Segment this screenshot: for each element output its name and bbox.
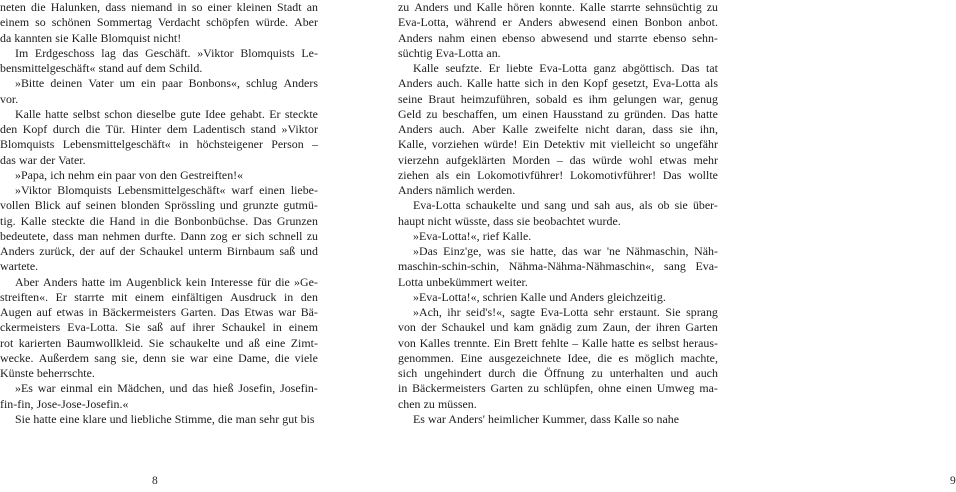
text-line: »Bitte deinen Vater um ein paar Bonbons«, schlug Anders [15, 76, 318, 91]
text-line: Lotta unbekümmert weiter. [398, 274, 528, 289]
text-line: vor. [0, 91, 19, 106]
text-line: von Kalles trennte. Ein Brett fehlte – Kalle hatte es selbst heraus- [398, 335, 718, 350]
text-line: Anders nämlich werden. [398, 183, 516, 197]
text-line: rot karierten Baumwollkleid. Sie schaukelte und aß eine Zimt- [0, 335, 318, 350]
text-line: vollen Blick auf seinen blonden Sprössling und grunzte gutmü- [0, 198, 318, 213]
page-right [398, 0, 956, 492]
text-line: »Viktor Blomquists Lebensmittelgeschäft« warf einen liebe- [15, 183, 318, 197]
text-line: neten die Halunken, dass niemand in so einer kleinen Stadt an [0, 0, 318, 14]
text-line: chen zu müssen. [398, 396, 477, 411]
text-line: ziehen als ein Lokomotivführer! Lokomotivführer! Das wollte [398, 167, 718, 182]
text-line: einem so schönen Sommertag Verdacht schöpfen würde. Aber [0, 15, 318, 30]
text-line: haupt nicht wüsste, dass sie beobachtet wurde. [398, 213, 621, 228]
text-line: von der Schaukel und kam gnädig zum Zaun, der ihren Garten [398, 320, 718, 335]
text-line: Eva-Lotta schaukelte und sang und sah aus, als ob sie über- [413, 198, 718, 213]
text-line: fin-fin, Jose-Jose-Josefin.« [0, 396, 129, 411]
text-line: zu Anders und Kalle hören konnte. Kalle starrte sehnsüchtig zu [398, 0, 718, 14]
text-line: Sie hatte eine klare und liebliche Stimme, die man sehr gut bis [15, 411, 315, 426]
text-line: vierzehn aufgeklärten Morden – das würde wohl etwas mehr [398, 152, 718, 167]
text-line: »Es war einmal ein Mädchen, und das hieß Josefin, Josefin- [15, 381, 318, 396]
page-number-right: 9 [950, 475, 956, 487]
text-line: ckermeisters Eva-Lotta. Sie saß auf ihrer Schaukel in einem [0, 320, 318, 335]
text-line: »Eva-Lotta!«, schrien Kalle und Anders gleichzeitig. [413, 289, 666, 304]
text-line: streiften«. Er starrte mit einem einfältigen Ausdruck in den [0, 289, 318, 304]
text-line: Blomquists Lebensmittelgeschäft« in höchsteigener Person – [0, 137, 318, 152]
text-line: in Bäckermeisters Garten zu schlüpfen, ohne einen Umweg ma- [398, 381, 718, 396]
text-line: süchtig Eva-Lotta an. [398, 45, 501, 60]
text-line: Augen auf etwas in Bäckermeisters Garten. Das Etwas war Bä- [0, 305, 318, 319]
text-line: Anders auch. Kalle hatte sich in den Kopf gesetzt, Eva-Lotta als [398, 76, 718, 91]
text-line: sich ungehindert durch die Öffnung zu unterhalten und auch [398, 366, 718, 380]
text-line: »Papa, ich nehm ein paar von den Gestreiften!« [15, 167, 244, 182]
text-line: Eva-Lotta, während er Anders abwesend einen Bonbon anbot. [398, 15, 718, 30]
text-line: Aber Anders hatte im Augenblick kein Interesse für die »Ge- [15, 274, 318, 289]
text-line: »Eva-Lotta!«, rief Kalle. [413, 228, 532, 243]
text-line: wecke. Außerdem sang sie, denn sie war eine Dame, die viele [0, 350, 318, 365]
text-line: den Kopf durch die Tür. Hinter dem Ladentisch stand »Viktor [0, 122, 318, 136]
text-line: tig. Kalle steckte die Hand in die Bonbonbüchse. Das Grunzen [0, 213, 318, 228]
text-line: bedeutete, dass man nehmen durfte. Dann zog er sich schnell zu [0, 228, 318, 243]
page-right-textblock [398, 0, 718, 427]
text-line: Es war Anders' heimlicher Kummer, dass Kalle so nahe [413, 411, 680, 426]
text-line: Im Erdgeschoss lag das Geschäft. »Viktor Blomquists Le- [15, 45, 318, 60]
text-line: Kalle, vorziehen würde! Ein Detektiv mit vielleicht so ungefähr [398, 137, 718, 152]
text-line: wartete. [0, 259, 39, 274]
text-line: Kalle hatte selbst schon dieselbe gute Idee gehabt. Er steckte [15, 106, 318, 121]
page-left [0, 0, 318, 492]
text-line: genommen. Eine ausgezeichnete Idee, die es möglich machte, [398, 350, 718, 365]
text-line: bensmittelgeschäft« stand auf dem Schild. [0, 61, 203, 75]
text-line: das war der Vater. [0, 152, 86, 167]
page-number-left: 8 [152, 475, 158, 487]
text-line: Kalle seufzte. Er liebte Eva-Lotta ganz abgöttisch. Das tat [413, 61, 718, 75]
text-line: »Das Einz'ge, was sie hatte, das war 'ne Nähmaschin, Näh- [413, 244, 718, 258]
text-line: Anders nahm einen ebenso abwesend und starrte ebenso sehn- [398, 30, 718, 45]
text-line: seine Braut heimzuführen, sobald es ihm gelungen war, genug [398, 91, 718, 106]
text-line: Geld zu beschaffen, um einen Hausstand zu gründen. Das hatte [398, 106, 718, 121]
text-line: da kannten sie Kalle Blomquist nicht! [0, 30, 182, 45]
text-line: »Ach, ihr seid's!«, sagte Eva-Lotta sehr erstaunt. Sie sprang [413, 305, 718, 319]
page-left-textblock [0, 0, 318, 427]
text-line: Anders auch. Aber Kalle zweifelte nicht daran, dass sie ihn, [398, 122, 718, 136]
text-line: Anders zurück, der auf der Schaukel unterm Birnbaum saß und [0, 244, 318, 258]
text-line: maschin-schin-schin, Nähma-Nähma-Nähmaschin«, sang Eva- [398, 259, 718, 274]
text-line: Künste beherrschte. [0, 366, 95, 380]
